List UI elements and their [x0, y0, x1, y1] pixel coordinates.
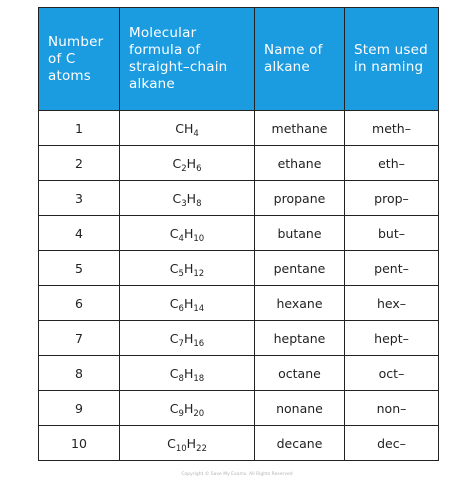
formula-subscript: 2: [181, 163, 187, 174]
formula-subscript: 16: [193, 338, 205, 349]
formula-element: H: [183, 120, 194, 136]
carbon-count-cell: 9: [39, 391, 120, 426]
molecular-formula-cell: [120, 111, 255, 146]
formula-element: H: [183, 295, 194, 311]
table-row: [39, 251, 439, 286]
alkanes-table: [38, 7, 439, 461]
header-molecular-formula: Molecular formula of straight–chain alkane: [120, 8, 255, 111]
formula-subscript: 6: [196, 163, 202, 174]
formula-element: H: [186, 155, 197, 171]
table-row: [39, 356, 439, 391]
table-row: [39, 391, 439, 426]
carbon-count-cell: 2: [39, 146, 120, 181]
molecular-formula-cell: [120, 146, 255, 181]
formula-element: C: [175, 120, 184, 136]
naming-stem-cell: pent–: [345, 251, 439, 286]
naming-stem-cell: hex–: [345, 286, 439, 321]
table-row: [39, 286, 439, 321]
carbon-count-cell: 8: [39, 356, 120, 391]
carbon-count-cell: 4: [39, 216, 120, 251]
header-name-of-alkane: Name of alkane: [255, 8, 345, 111]
molecular-formula-cell: [120, 286, 255, 321]
formula-subscript: 3: [181, 198, 187, 209]
molecular-formula-cell: [120, 426, 255, 461]
formula-subscript: 9: [178, 408, 184, 419]
formula-subscript: 8: [178, 373, 184, 384]
carbon-count-cell: 3: [39, 181, 120, 216]
table-row: [39, 181, 439, 216]
naming-stem-cell: prop–: [345, 181, 439, 216]
formula-subscript: 22: [196, 443, 207, 454]
formula-element: C: [169, 225, 179, 241]
copyright-notice: Copyright © Save My Exams. All Rights Reserved: [181, 472, 293, 477]
table-row: [39, 216, 439, 251]
table-row: [39, 111, 439, 146]
formula-subscript: 18: [193, 373, 205, 384]
formula-subscript: 8: [196, 198, 202, 209]
formula-element: C: [169, 365, 179, 381]
naming-stem-cell: dec–: [345, 426, 439, 461]
naming-stem-cell: meth–: [345, 111, 439, 146]
table-row: [39, 146, 439, 181]
formula-element: H: [186, 435, 197, 451]
alkane-name-cell: butane: [255, 216, 345, 251]
formula-element: C: [172, 190, 182, 206]
formula-subscript: 4: [178, 233, 184, 244]
formula-element: H: [183, 400, 194, 416]
carbon-count-cell: 6: [39, 286, 120, 321]
molecular-formula-cell: [120, 356, 255, 391]
alkane-name-cell: heptane: [255, 321, 345, 356]
formula-subscript: 12: [193, 268, 205, 279]
alkane-name-cell: nonane: [255, 391, 345, 426]
formula-subscript: 20: [193, 408, 205, 419]
formula-element: H: [183, 260, 194, 276]
naming-stem-cell: non–: [345, 391, 439, 426]
carbon-count-cell: 7: [39, 321, 120, 356]
formula-subscript: 14: [193, 303, 205, 314]
formula-element: C: [169, 400, 179, 416]
formula-element: C: [169, 260, 179, 276]
formula-subscript: 6: [178, 303, 184, 314]
carbon-count-cell: 5: [39, 251, 120, 286]
naming-stem-cell: oct–: [345, 356, 439, 391]
molecular-formula-cell: [120, 321, 255, 356]
alkane-name-cell: propane: [255, 181, 345, 216]
molecular-formula-cell: [120, 251, 255, 286]
alkane-name-cell: ethane: [255, 146, 345, 181]
naming-stem-cell: eth–: [345, 146, 439, 181]
formula-subscript: 7: [178, 338, 184, 349]
alkane-name-cell: decane: [255, 426, 345, 461]
formula-element: C: [167, 435, 176, 451]
formula-element: C: [169, 330, 179, 346]
molecular-formula-cell: [120, 181, 255, 216]
table-row: [39, 321, 439, 356]
formula-element: H: [186, 190, 197, 206]
formula-element: C: [172, 155, 182, 171]
formula-element: H: [183, 365, 194, 381]
header-stem-used: Stem used in naming: [345, 8, 439, 111]
molecular-formula-cell: [120, 216, 255, 251]
header-number-of-c-atoms: Number of C atoms: [39, 8, 120, 111]
carbon-count-cell: 1: [39, 111, 120, 146]
alkane-name-cell: methane: [255, 111, 345, 146]
molecular-formula-cell: [120, 391, 255, 426]
formula-element: C: [169, 295, 179, 311]
alkane-name-cell: hexane: [255, 286, 345, 321]
alkane-name-cell: octane: [255, 356, 345, 391]
formula-subscript: 10: [175, 443, 187, 454]
naming-stem-cell: hept–: [345, 321, 439, 356]
formula-element: H: [183, 225, 194, 241]
table-body: [39, 111, 439, 461]
naming-stem-cell: but–: [345, 216, 439, 251]
header-row: [39, 8, 439, 111]
formula-subscript: 10: [193, 233, 205, 244]
table-row: [39, 426, 439, 461]
alkane-name-cell: pentane: [255, 251, 345, 286]
formula-subscript: 5: [178, 268, 184, 279]
carbon-count-cell: 10: [39, 426, 120, 461]
formula-subscript: 4: [193, 128, 199, 139]
formula-element: H: [183, 330, 194, 346]
